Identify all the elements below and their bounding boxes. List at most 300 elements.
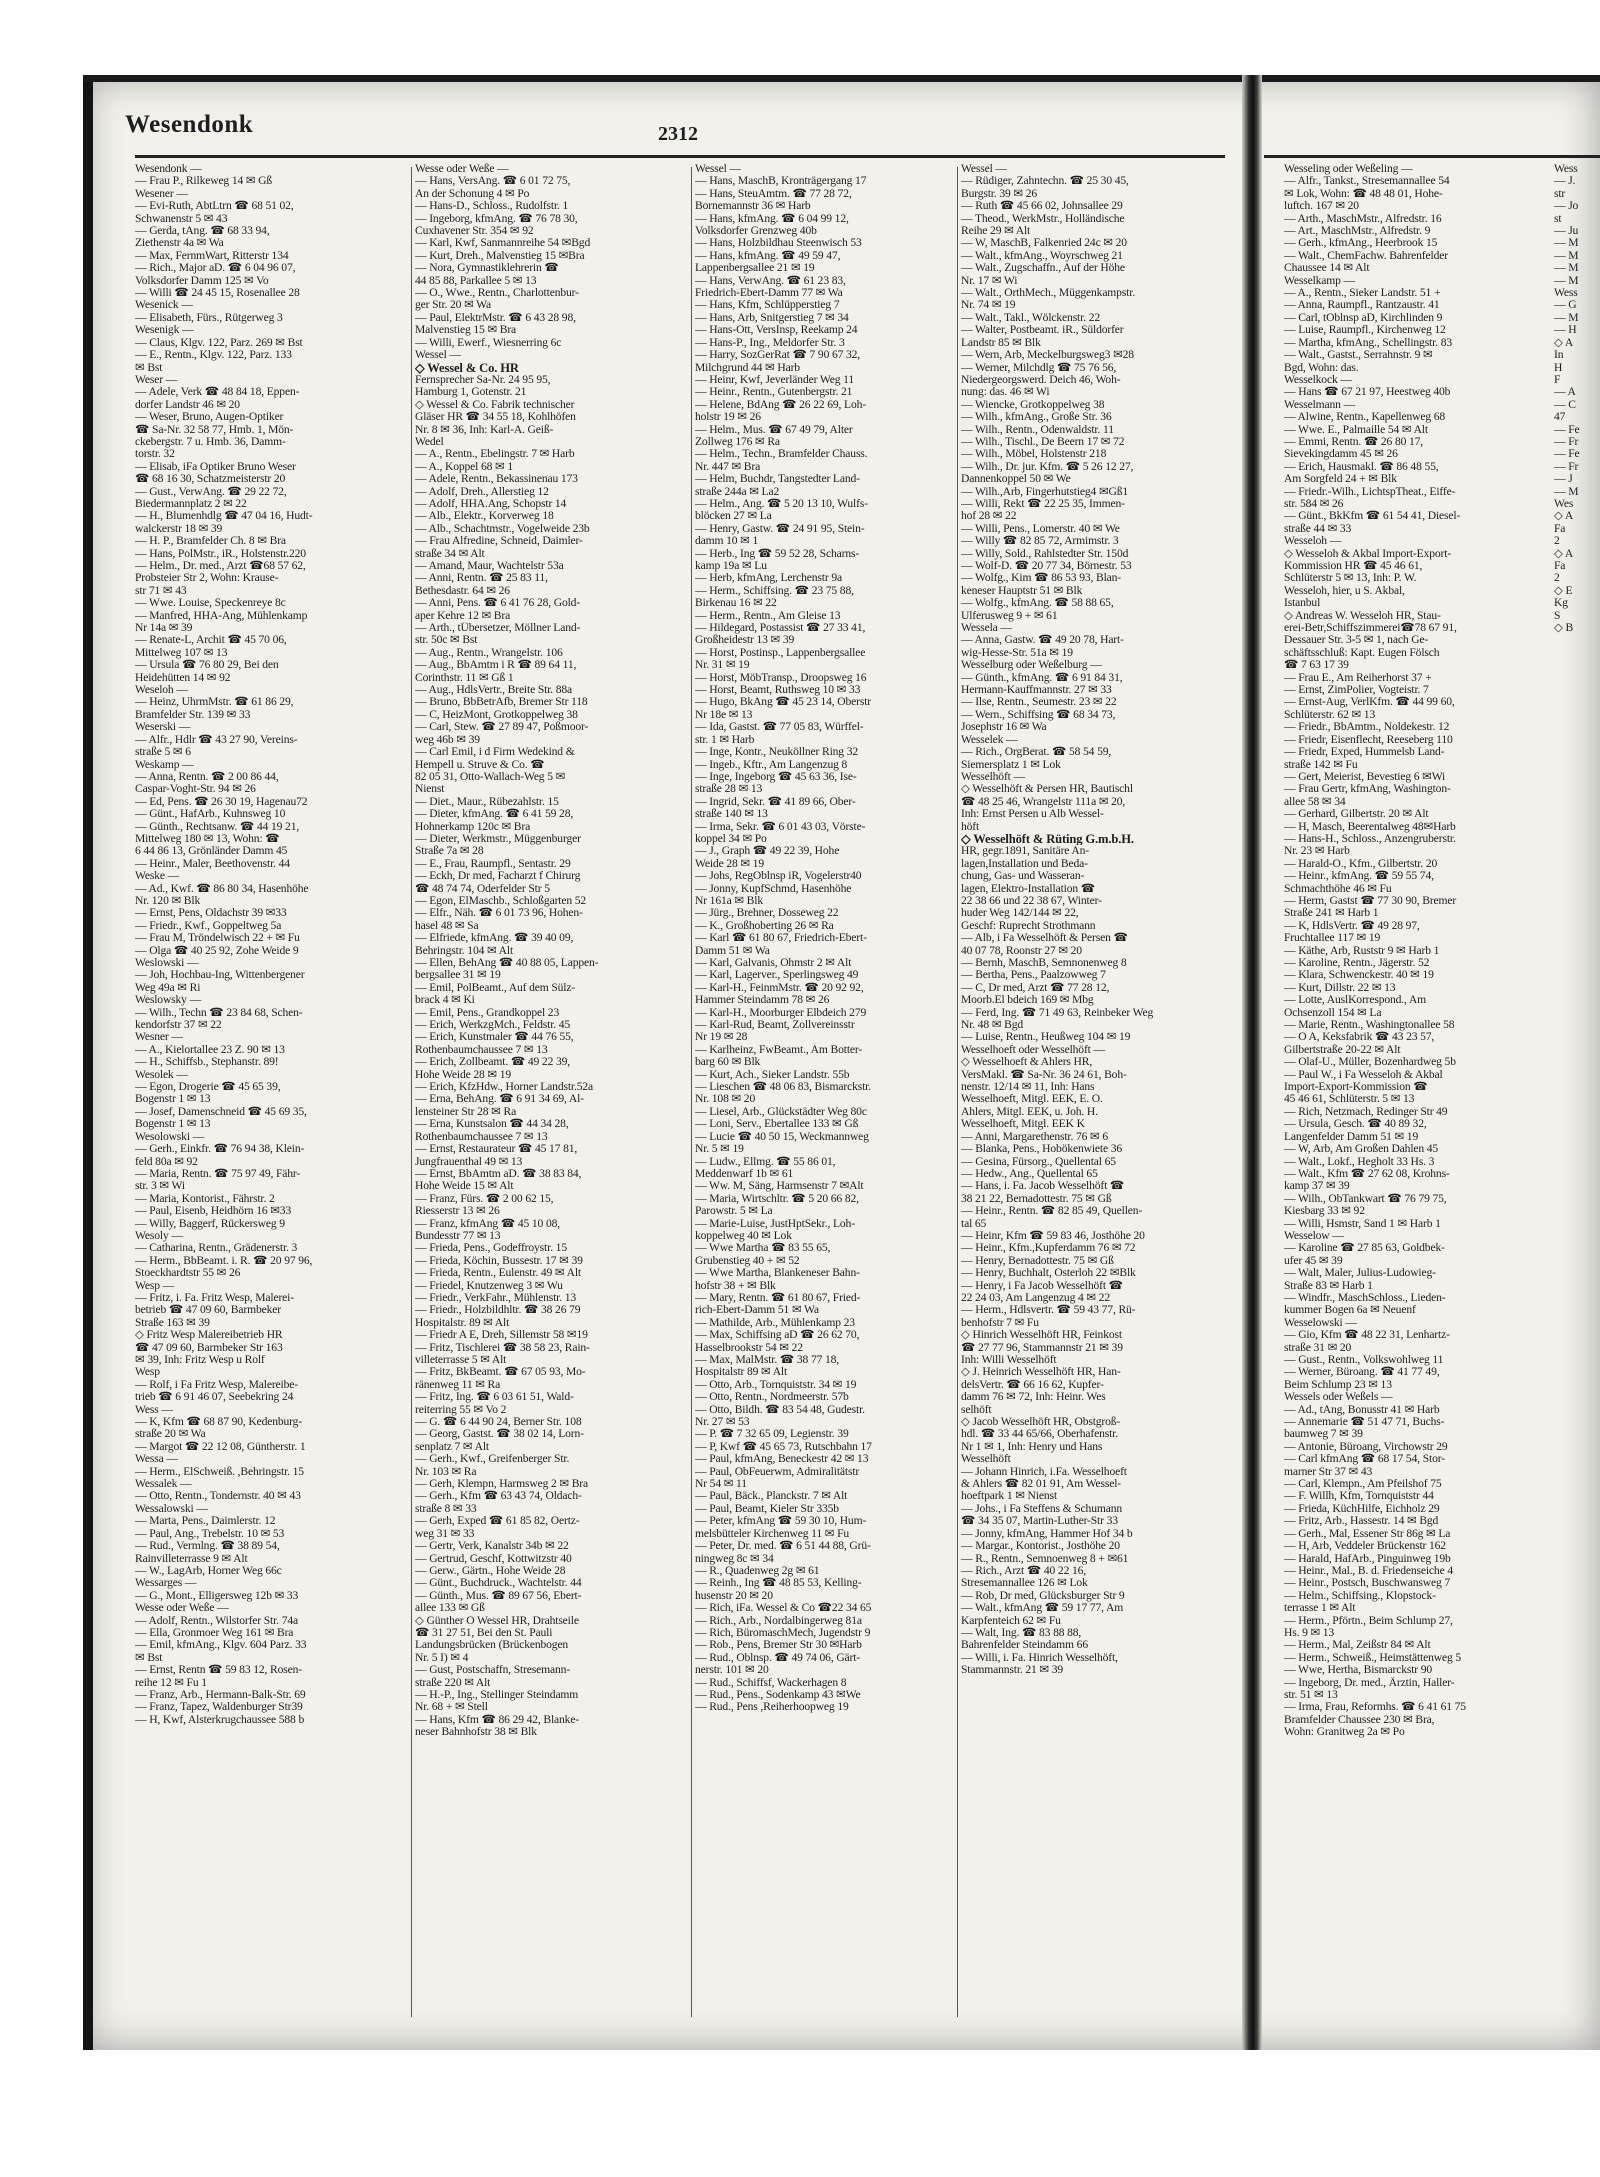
directory-entry: In xyxy=(1554,349,1564,362)
directory-entry: str. 584 ✉ 26 xyxy=(1284,497,1344,510)
directory-entry: — Erich, Zollbeamt. ☎ 49 22 39, xyxy=(415,1056,571,1069)
directory-entry: — Wern., Schiffsing ☎ 68 34 73, xyxy=(961,708,1116,721)
directory-entry: — Diet., Maur., Rübezahlstr. 15 xyxy=(415,795,559,808)
directory-entry: feld 80a ✉ 92 xyxy=(135,1155,198,1168)
directory-entry: — Annemarie ☎ 51 47 71, Buchs- xyxy=(1284,1416,1445,1429)
directory-entry: — Heinr, Kwf, Jeverländer Weg 11 xyxy=(695,373,854,386)
directory-entry: Nr. 27 ✉ 53 xyxy=(695,1416,750,1429)
directory-entry: straße 44 ✉ 33 xyxy=(1284,522,1352,535)
directory-entry: — Ernst, Restaurateur ☎ 45 17 81, xyxy=(415,1143,578,1156)
directory-entry: koppel 34 ✉ Po xyxy=(695,832,767,845)
directory-entry: — Frieda, Köchin, Bussestr. 17 ✉ 39 xyxy=(415,1254,583,1267)
directory-entry: — M xyxy=(1554,311,1579,324)
directory-entry: schäftsschluß: Kapt. Eugen Fölsch xyxy=(1284,646,1440,659)
directory-entry: Birkenau 16 ✉ 22 xyxy=(695,597,777,610)
directory-entry: — Walt., Takl., Wölckenstr. 22 xyxy=(961,311,1100,324)
firm-entry: ◇ A xyxy=(1554,510,1574,523)
directory-entry: nerstr. 101 ✉ 20 xyxy=(695,1664,769,1677)
directory-entry: — Frau P., Rilkeweg 14 ✉ Gß xyxy=(135,175,273,188)
directory-entry: straße 220 ✉ Alt xyxy=(415,1676,491,1689)
directory-entry: Karpfenteich 62 ✉ Fu xyxy=(961,1614,1061,1627)
directory-entry: Fa xyxy=(1554,522,1566,535)
directory-entry: — Max, MalMstr. ☎ 38 77 18, xyxy=(695,1354,840,1366)
directory-entry: — Hedw., Ang., Quellental 65 xyxy=(961,1167,1098,1180)
directory-entry: — Herm., ElSchweiß. ,Behringstr. 15 xyxy=(135,1465,304,1478)
directory-entry: — Rich, iFa. Wessel & Co ☎22 34 65 xyxy=(695,1602,872,1615)
directory-entry: — Hans-Ott, VersInsp, Reekamp 24 xyxy=(695,324,858,337)
directory-entry: — Wilh., Tischl., De Beern 17 ✉ 72 xyxy=(961,435,1125,448)
directory-entry: 82 05 31, Otto-Wallach-Weg 5 ✉ xyxy=(415,770,566,783)
directory-entry: betrieb ☎ 47 09 60, Barmbeker xyxy=(135,1304,281,1317)
directory-entry: — Heinr., kfmAng. ☎ 59 55 74, xyxy=(1284,870,1434,883)
directory-entry: — Wolf-D. ☎ 20 77 34, Börnestr. 53 xyxy=(961,560,1132,572)
directory-entry: Nr. 120 ✉ Blk xyxy=(135,894,201,907)
directory-entry: Straße 163 ✉ 39 xyxy=(135,1316,210,1329)
directory-entry: — Anni, Margarethenstr. 76 ✉ 6 xyxy=(961,1130,1109,1143)
directory-entry: — Fritz, i. Fa. Fritz Wesp, Malerei- xyxy=(135,1291,294,1304)
firm-entry: ◇ J. Heinrich Wesselhöft HR, Han- xyxy=(961,1366,1121,1379)
directory-entry: holstr 19 ✉ 26 xyxy=(695,411,761,424)
directory-entry: — Willi, Rekt ☎ 22 25 35, Immen- xyxy=(961,497,1125,510)
directory-entry: — Paul, ObFeuerwm, Admiralitätstr xyxy=(695,1465,860,1478)
directory-entry: — Herm., Schweiß., Heimstättenweg 5 xyxy=(1284,1651,1461,1664)
directory-entry: — Fr xyxy=(1554,460,1579,473)
directory-entry: — Erich, Kunstmaler ☎ 44 76 55, xyxy=(415,1031,574,1044)
directory-entry: ☎ 47 09 60, Barmbeker Str 163 xyxy=(135,1341,283,1354)
directory-entry: Schmachthöhe 46 ✉ Fu xyxy=(1284,882,1392,895)
directory-entry: — Rud., Vermlng. ☎ 38 89 54, xyxy=(135,1540,280,1553)
directory-entry: — Günth., Rechtsanw. ☎ 44 19 21, xyxy=(135,820,300,833)
directory-entry: — Ferd, Ing. ☎ 71 49 63, Reinbeker Weg xyxy=(961,1006,1154,1019)
directory-entry: — Gust, Postschaffn, Stresemann- xyxy=(415,1664,571,1677)
directory-entry: — Hans ☎ 67 21 97, Heestweg 40b xyxy=(1284,386,1451,399)
directory-entry: — Emil, PolBeamt., Auf dem Sülz- xyxy=(415,981,576,994)
name-heading: Weslowsky — xyxy=(135,994,202,1007)
directory-entry: — Gerh, Klempn, Harmsweg 2 ✉ Bra xyxy=(415,1478,588,1491)
directory-entry: — K, HdlsVertr. ☎ 49 28 97, xyxy=(1284,919,1420,932)
directory-entry: — Wiencke, Grotkoppelweg 38 xyxy=(961,398,1105,411)
directory-entry: — Rich., Arzt ☎ 40 22 16, xyxy=(961,1564,1087,1577)
directory-entry: — J., Graph ☎ 49 22 39, Hohe xyxy=(695,845,840,858)
directory-entry: Stammannstr. 21 ✉ 39 xyxy=(961,1664,1064,1677)
directory-entry: — Erna, Kunstsalon ☎ 44 34 28, xyxy=(415,1118,569,1131)
directory-entry: — Frieda, Rentn., Eulenstr. 49 ✉ Alt xyxy=(415,1267,581,1280)
directory-entry: benhofstr 7 ✉ Fu xyxy=(961,1316,1039,1329)
directory-entry: — Olaf-U., Müller, Bozenhardweg 5b xyxy=(1284,1056,1456,1069)
directory-entry: — Ad., tAng, Bonusstr 41 ✉ Harb xyxy=(1284,1403,1440,1416)
directory-entry: Ahlers, Mitgl. EEK, u. Joh. H. xyxy=(961,1105,1098,1118)
left-page xyxy=(95,85,1240,2040)
directory-entry: Nienst xyxy=(415,783,445,796)
directory-entry: HR, gegr.1891, Sanitäre An- xyxy=(961,845,1089,858)
directory-entry: — Blanka, Pens., Hobökenwiete 36 xyxy=(961,1143,1123,1156)
directory-entry: Kiesbarg 33 ✉ 92 xyxy=(1284,1205,1365,1218)
directory-entry: — Adolf, Rentn., Wilstorfer Str. 74a xyxy=(135,1614,298,1627)
directory-entry: — Fr xyxy=(1554,435,1579,448)
directory-entry: — Mathilde, Arb., Mühlenkamp 23 xyxy=(695,1316,855,1329)
directory-entry: — A., Rentn., Ebelingstr. 7 ✉ Harb xyxy=(415,448,575,461)
directory-entry: — Helm., Techn., Bramfelder Chauss. xyxy=(695,448,868,461)
directory-entry: — Rüdiger, Zahntechn. ☎ 25 30 45, xyxy=(961,175,1129,188)
directory-entry: Bornemannstr 36 ✉ Harb xyxy=(695,200,811,213)
directory-entry: — Luise, Raumpfl., Kirchenweg 12 xyxy=(1284,324,1446,337)
directory-entry: — Walter, Postbeamt. iR., Süldorfer xyxy=(961,324,1124,337)
directory-entry: — Egon, Drogerie ☎ 45 65 39, xyxy=(135,1081,281,1094)
directory-entry: Wess xyxy=(1554,163,1578,175)
directory-entry: — Wwe, Hertha, Bismarckstr 90 xyxy=(1284,1664,1433,1677)
directory-entry: Nr. 48 ✉ Bgd xyxy=(961,1019,1024,1032)
directory-entry: — Wwe. Louise, Speckenreye 8c xyxy=(135,597,286,610)
directory-entry: nung: das. 46 ✉ Wi xyxy=(961,386,1050,399)
directory-entry: Moorb.El bdeich 169 ✉ Mbg xyxy=(961,994,1094,1007)
directory-entry: erei-Betr,Schiffszimmerei☎78 67 91, xyxy=(1284,622,1457,635)
directory-entry: — Georg, Gastst. ☎ 38 02 14, Lorn- xyxy=(415,1428,584,1441)
name-heading: Weske — xyxy=(135,870,180,883)
header-rule-right xyxy=(1264,155,1600,158)
name-heading: Wesner — xyxy=(135,1031,183,1044)
firm-entry: ◇ Fritz Wesp Malereibetrieb HR xyxy=(135,1329,283,1342)
directory-entry: — Renate-L, Archit ☎ 45 70 06, xyxy=(135,634,287,647)
directory-entry: Straße 7a ✉ 28 xyxy=(415,845,484,858)
directory-entry: 40 07 78, Roonstr 27 ✉ 20 xyxy=(961,944,1082,957)
directory-entry: — Heinr., Maler, Beethovenstr. 44 xyxy=(135,857,290,870)
directory-entry: ✉ Lok, Wohn: ☎ 48 48 01, Hohe- xyxy=(1284,187,1443,200)
directory-entry: Ziethenstr 4a ✉ Wa xyxy=(135,237,224,250)
directory-entry: Riesserstr 13 ✉ 26 xyxy=(415,1205,500,1218)
directory-entry: — Elfriede, kfmAng. ☎ 39 40 09, xyxy=(415,932,574,945)
directory-entry: Siemersplatz 1 ✉ Lok xyxy=(961,758,1061,771)
name-heading: Wessels oder Weßels — xyxy=(1284,1391,1393,1404)
directory-entry: — H., Schiffsb., Stephanstr. 89! xyxy=(135,1056,279,1069)
column-4 xyxy=(961,163,1233,2023)
directory-entry: — Arth., MaschMstr., Alfredstr. 16 xyxy=(1284,212,1442,225)
directory-entry: — Erich, KfzHdw., Horner Landstr.52a xyxy=(415,1081,594,1094)
directory-entry: — Henry, Bernadottestr. 75 ✉ Gß xyxy=(961,1254,1114,1267)
directory-entry: — Hans-D., Schloss., Rudolfstr. 1 xyxy=(415,200,569,213)
directory-entry: — Inge, Kontr., Neuköllner Ring 32 xyxy=(695,746,858,759)
directory-entry: — Franz, kfmAng ☎ 45 10 08, xyxy=(415,1217,560,1230)
directory-entry: ☎ Sa-Nr. 32 58 77, Hmb. 1, Mön- xyxy=(135,423,294,436)
directory-entry: — Ernst, Rentn ☎ 59 83 12, Rosen- xyxy=(135,1664,302,1677)
directory-entry: — Erna, BehAng. ☎ 6 91 34 69, Al- xyxy=(415,1093,584,1106)
directory-entry: — Carl Emil, i d Firm Wedekind & xyxy=(415,746,575,759)
directory-entry: — Adolf, Dreh., Allerstieg 12 xyxy=(415,485,549,498)
scan-top-edge xyxy=(83,75,1600,82)
directory-entry: — Bertha, Pens., Paalzowweg 7 xyxy=(961,969,1106,982)
directory-entry: brack 4 ✉ Ki xyxy=(415,994,475,1007)
directory-entry: Chaussee 14 ✉ Alt xyxy=(1284,262,1370,275)
directory-entry: — Ellen, BehAng ☎ 40 88 05, Lappen- xyxy=(415,957,599,969)
directory-entry: — Frau Alfredine, Schneid, Daimler- xyxy=(415,535,583,548)
directory-entry: — Rich., Major aD. ☎ 6 04 96 07, xyxy=(135,262,296,275)
directory-entry: Inh: Ernst Persen u Alb Wessel- xyxy=(961,808,1104,821)
name-heading: Wesselowski — xyxy=(1284,1316,1357,1329)
directory-entry: — Emmi, Rentn. ☎ 26 80 17, xyxy=(1284,435,1424,448)
directory-entry: Landstr 85 ✉ Blk xyxy=(961,336,1041,349)
name-heading: Wesse oder Weße — xyxy=(415,163,509,175)
column-1 xyxy=(135,163,407,2023)
directory-entry: Beim Schlump 23 ✉ 13 xyxy=(1284,1378,1392,1391)
directory-entry: Niedergeorgswerd. Deich 46, Woh- xyxy=(961,373,1121,386)
directory-entry: senplatz 7 ✉ Alt xyxy=(415,1440,489,1453)
directory-entry: — Wwe. E., Palmaille 54 ✉ Alt xyxy=(1284,423,1428,436)
directory-entry: — H. P., Bramfelder Ch. 8 ✉ Bra xyxy=(135,535,286,548)
directory-entry: ☎ 68 16 30, Schatzmeisterstr 20 xyxy=(135,473,286,486)
directory-entry: — Inge, Ingeborg ☎ 45 63 36, Ise- xyxy=(695,770,857,783)
directory-entry: An der Schonung 4 ✉ Po xyxy=(415,187,530,200)
directory-entry: Nr. 17 ✉ Wi xyxy=(961,274,1018,287)
directory-entry: — Otto, Bildh. ☎ 83 54 48, Gudestr. xyxy=(695,1403,865,1416)
directory-entry: — Paul, Ang., Trebelstr. 10 ✉ 53 xyxy=(135,1527,285,1540)
directory-entry: — Rud., Oblnsp. ☎ 49 74 06, Gärt- xyxy=(695,1651,861,1664)
directory-entry: VersMakl. ☎ Sa-Nr. 36 24 61, Boh- xyxy=(961,1068,1127,1081)
directory-entry: — Rud., Pens ,Reiherhoopweg 19 xyxy=(695,1701,849,1714)
directory-entry: — Dieter, Werkmstr., Müggenburger xyxy=(415,832,581,845)
directory-entry: — Gesina, Fürsorg., Quellental 65 xyxy=(961,1155,1116,1168)
name-heading: Wesselburg oder Weßelburg — xyxy=(961,659,1102,672)
directory-entry: — Friedr., BbAmtm., Noldekestr. 12 xyxy=(1284,721,1450,734)
directory-entry: Dannenkoppel 50 ✉ We xyxy=(961,473,1071,486)
column-divider xyxy=(411,167,412,2017)
name-heading: Wess — xyxy=(135,1403,173,1416)
directory-entry: Fernsprecher Sa-Nr. 24 95 95, xyxy=(415,373,551,386)
directory-entry: — Hans, SteuAmtm. ☎ 77 28 72, xyxy=(695,187,852,200)
directory-entry: Nr. 74 ✉ 19 xyxy=(961,299,1016,312)
directory-entry: Nr 18e ✉ 13 xyxy=(695,708,753,721)
directory-entry: Wesselhöft xyxy=(961,1453,1011,1466)
directory-entry: — Adele, Verk ☎ 48 84 18, Eppen- xyxy=(135,386,300,399)
directory-entry: — M xyxy=(1554,262,1579,275)
directory-entry: — Hans-H., Schloss., Anzengruberstr. xyxy=(1284,832,1456,845)
directory-entry: — Art., MaschMstr., Alfredstr. 9 xyxy=(1284,225,1431,238)
directory-entry: — Hans, kfmAng. ☎ 6 04 99 12, xyxy=(695,212,849,225)
directory-entry: — C, Dr med, Arzt ☎ 77 28 12, xyxy=(961,981,1110,994)
directory-entry: Volksdorfer Damm 125 ✉ Vo xyxy=(135,274,269,287)
directory-entry: — Paul, Beamt, Kieler Str 335b xyxy=(695,1502,839,1515)
directory-entry: — Helm, Buchdr, Tangstedter Land- xyxy=(695,473,860,486)
directory-entry: — Liesel, Arb., Glückstädter Weg 80c xyxy=(695,1105,867,1118)
directory-entry: — Helm., Dr. med., Arzt ☎68 57 62, xyxy=(135,560,306,572)
directory-entry: — Wilh., ObTankwart ☎ 76 79 75, xyxy=(1284,1192,1447,1205)
directory-entry: Nr. 31 ✉ 19 xyxy=(695,659,750,672)
directory-entry: — Jonny, KupfSchmd, Hasenhöhe xyxy=(695,882,852,895)
directory-entry: — Margar., Kontorist., Josthöhe 20 xyxy=(961,1540,1120,1553)
name-heading: Wessarges — xyxy=(135,1577,197,1590)
directory-entry: — Elisabeth, Fürs., Rütgerweg 3 xyxy=(135,311,283,324)
directory-entry: melsbütteler Kirchenweg 11 ✉ Fu xyxy=(695,1527,850,1540)
directory-entry: aper Kehre 12 ✉ Bra xyxy=(415,609,511,622)
directory-entry: — Herb., Ing ☎ 59 52 28, Scharns- xyxy=(695,547,860,560)
name-heading: Wesener — xyxy=(135,187,188,200)
directory-entry: — Helm., Mus. ☎ 67 49 79, Alter xyxy=(695,423,853,436)
directory-entry: Rothenbaumchaussee 7 ✉ 13 xyxy=(415,1130,548,1143)
directory-entry: — Weser, Bruno, Augen-Optiker xyxy=(135,411,284,424)
directory-entry: — Henry, i Fa Jacob Wesselhöft ☎ xyxy=(961,1279,1123,1292)
directory-entry: — C xyxy=(1554,398,1576,411)
directory-entry: Schlüterstr 5 ✉ 13, Inh: P. W. xyxy=(1284,572,1417,585)
directory-entry: — Marie, Rentn., Washingtonallee 58 xyxy=(1284,1019,1455,1032)
directory-entry: Fruchtallee 117 ✉ 19 xyxy=(1284,932,1381,945)
directory-entry: Friedrich-Ebert-Damm 77 ✉ Wa xyxy=(695,287,843,300)
directory-entry: ☎ 31 27 51, Bei den St. Pauli xyxy=(415,1626,553,1639)
name-heading: Weseloh — xyxy=(135,684,188,697)
name-heading: Wesselhöft — xyxy=(961,770,1025,783)
directory-entry: — Karoline ☎ 27 85 63, Goldbek- xyxy=(1284,1242,1445,1255)
directory-entry: — Adolf, HHA.Ang, Schopstr 14 xyxy=(415,497,567,510)
directory-entry: — Friedr., Kwf., Goppeltweg 5a xyxy=(135,919,282,932)
directory-entry: — Günt., Buchdruck., Wachtelstr. 44 xyxy=(415,1577,582,1590)
directory-entry: straße 8 ✉ 33 xyxy=(415,1502,477,1515)
directory-entry: — Loni, Serv., Ebertallee 133 ✉ Gß xyxy=(695,1118,859,1131)
directory-entry: — Heinr., Rentn., Gutenbergstr. 21 xyxy=(695,386,853,399)
directory-entry: — Marta, Pens., Daimlerstr. 12 xyxy=(135,1515,276,1528)
directory-entry: — Fritz, BkBeamt. ☎ 67 05 93, Mo- xyxy=(415,1366,586,1379)
name-heading: Wesseloh — xyxy=(1284,535,1342,548)
directory-entry: — Heinr., Mal., B. d. Friedenseiche 4 xyxy=(1284,1564,1453,1577)
directory-entry: — M xyxy=(1554,485,1579,498)
page-number: 2312 xyxy=(658,123,698,145)
directory-entry: — Ww. M, Säng, Harmsenstr 7 ✉Alt xyxy=(695,1180,864,1193)
directory-entry: Rothenbaumchaussee 7 ✉ 13 xyxy=(415,1043,548,1056)
firm-entry: ◇ A xyxy=(1554,547,1574,560)
directory-entry: Weg 49a ✉ Ri xyxy=(135,981,201,994)
directory-entry: Kommission HR ☎ 45 46 61, xyxy=(1284,560,1423,572)
firm-entry: ◇ Wessel & Co. HR xyxy=(415,361,519,374)
directory-entry: F xyxy=(1554,373,1561,386)
directory-entry: — Jürg., Brehner, Dosseweg 22 xyxy=(695,907,839,920)
directory-entry: — W., LagArb, Horner Weg 66c xyxy=(135,1564,282,1577)
directory-entry: hdl. ☎ 33 44 65/66, Oberhafenstr. xyxy=(961,1428,1118,1441)
directory-entry: Geschf: Ruprecht Strothmann xyxy=(961,919,1096,932)
directory-entry: luftch. 167 ✉ 20 xyxy=(1284,200,1359,213)
directory-entry: — H, Kwf, Alsterkrugchaussee 588 b xyxy=(135,1713,305,1726)
directory-entry: — Ida, Gastst. ☎ 77 05 83, Würffel- xyxy=(695,721,864,734)
directory-entry: Corinthstr. 11 ✉ Gß 1 xyxy=(415,671,514,684)
directory-entry: — Alwine, Rentn., Kapellenweg 68 xyxy=(1284,411,1446,424)
directory-entry: ☎ 34 35 07, Martin-Luther-Str 33 xyxy=(961,1515,1118,1528)
name-heading: Wesolowski — xyxy=(135,1130,205,1143)
directory-entry: straße 31 ✉ 20 xyxy=(1284,1341,1352,1354)
directory-entry: — Anna, Rentn. ☎ 2 00 86 44, xyxy=(135,770,279,783)
directory-entry: — Herm., BbBeamt. i. R. ☎ 20 97 96, xyxy=(135,1254,313,1267)
directory-entry: — H, Arb, Veddeler Brückenstr 162 xyxy=(1284,1540,1446,1553)
directory-entry: Nr 14a ✉ 39 xyxy=(135,622,193,635)
directory-entry: — Walt., kfmAng ☎ 59 17 77, Am xyxy=(961,1602,1124,1615)
directory-entry: — Rud., Schiffsf, Wackerhagen 8 xyxy=(695,1676,847,1689)
directory-entry: — J. xyxy=(1554,175,1576,188)
directory-entry: — Ernst-Aug, VerlKfm. ☎ 44 99 60, xyxy=(1284,696,1455,709)
directory-entry: allee 58 ✉ 34 xyxy=(1284,795,1346,808)
directory-entry: — Maria, Kontorist., Fährstr. 2 xyxy=(135,1192,275,1205)
name-heading: Wessel — xyxy=(961,163,1007,175)
directory-entry: — Aug., BbAmtm i R ☎ 89 64 11, xyxy=(415,659,577,672)
directory-entry: Stoeckhardtstr 55 ✉ 26 xyxy=(135,1267,241,1280)
directory-entry: — Wolfg., Kim ☎ 86 53 93, Blan- xyxy=(961,572,1122,585)
directory-entry: — Ad., Kwf. ☎ 86 80 34, Hasenhöhe xyxy=(135,882,309,895)
directory-entry: Gilbertstraße 20-22 ✉ Alt xyxy=(1284,1043,1401,1056)
directory-entry: lagen,Installation und Beda- xyxy=(961,857,1088,870)
directory-entry: reihe 12 ✉ Fu 1 xyxy=(135,1676,207,1689)
directory-entry: 2 xyxy=(1554,535,1560,548)
directory-entry: — Rich., OrgBerat. ☎ 58 54 59, xyxy=(961,746,1112,759)
directory-entry: ger Str. 20 ✉ Wa xyxy=(415,299,492,312)
directory-entry: — Mary, Rentn. ☎ 61 80 67, Fried- xyxy=(695,1291,861,1304)
directory-entry: — Hans, kfmAng. ☎ 49 59 47, xyxy=(695,249,841,262)
directory-entry: — Ingeborg, kfmAng. ☎ 76 78 30, xyxy=(415,212,578,225)
directory-entry: — Fritz, Arb., Hassestr. 14 ✉ Bgd xyxy=(1284,1515,1439,1528)
directory-entry: ☎ 48 25 46, Wrangelstr 111a ✉ 20, xyxy=(961,795,1126,808)
directory-entry: — Günt., BkKfm ☎ 61 54 41, Diesel- xyxy=(1284,510,1461,523)
directory-entry: ✉ 39, Inh: Fritz Wesp u Rolf xyxy=(135,1354,265,1366)
directory-entry: — M xyxy=(1554,274,1579,287)
directory-entry: — Walt., Lokf., Hegholt 33 Hs. 3 xyxy=(1284,1155,1435,1168)
directory-entry: — Karl-H., FeinmMstr. ☎ 20 92 92, xyxy=(695,981,864,994)
directory-entry: — Alfr., Hdlr ☎ 43 27 90, Vereins- xyxy=(135,733,298,746)
directory-entry: Caspar-Voght-Str. 94 ✉ 26 xyxy=(135,783,256,796)
directory-entry: — Amand, Maur, Wachtelstr 53a xyxy=(415,560,564,572)
directory-entry: — Friedr.-Wilh., LichtspTheat., Eiffe- xyxy=(1284,485,1456,498)
directory-entry: — F. Willh, Kfm, Tornquiststr 44 xyxy=(1284,1490,1434,1503)
directory-entry: ufer 45 ✉ 39 xyxy=(1284,1254,1343,1267)
directory-entry: — G., Mont., Elligersweg 12b ✉ 33 xyxy=(135,1589,299,1602)
directory-entry: — Olga ☎ 40 25 92, Zohe Weide 9 xyxy=(135,944,299,957)
directory-entry: — Walt., Zugschaffn., Auf der Höhe xyxy=(961,262,1125,275)
directory-entry: — H xyxy=(1554,324,1577,337)
directory-entry: — Harald-O., Kfm., Gilbertstr. 20 xyxy=(1284,857,1438,870)
directory-entry: ☎ 7 63 17 39 xyxy=(1284,659,1349,672)
directory-entry: — Anna, Gastw. ☎ 49 20 78, Hart- xyxy=(961,634,1124,647)
directory-entry: — Gerh., Einkfr. ☎ 76 94 38, Klein- xyxy=(135,1143,305,1156)
directory-entry: — Aug., HdlsVertr., Breite Str. 88a xyxy=(415,684,573,697)
directory-entry: — Anni, Rentn. ☎ 25 83 11, xyxy=(415,572,548,585)
directory-entry: — Gerh., kfmAng., Heerbrook 15 xyxy=(1284,237,1438,250)
directory-entry: — Lucie ☎ 40 50 15, Weckmannweg xyxy=(695,1130,869,1143)
directory-entry: — Hans, Kfm ☎ 86 29 42, Blanke- xyxy=(415,1713,580,1726)
directory-entry: keneser Hauptstr 51 ✉ Blk xyxy=(961,584,1083,597)
directory-entry: Bogenstr 1 ✉ 13 xyxy=(135,1118,211,1131)
directory-entry: barg 60 ✉ Blk xyxy=(695,1056,761,1069)
directory-entry: — Hans, MaschB, Kronträgergang 17 xyxy=(695,175,867,188)
name-heading: Weskamp — xyxy=(135,758,194,771)
name-heading: Wessalowski — xyxy=(135,1502,208,1515)
directory-entry: — Manfred, HHA-Ang, Mühlenkamp xyxy=(135,609,308,622)
directory-entry: — Friedr, Exped, Hummelsb Land- xyxy=(1284,746,1445,759)
directory-entry: chung, Gas- und Wasseran- xyxy=(961,870,1085,883)
firm-entry: ◇ Günther O Wessel HR, Drahtseile xyxy=(415,1614,579,1627)
directory-entry: — Franz, Tapez, Waldenburger Str39 xyxy=(135,1701,303,1714)
right-page xyxy=(1264,85,1600,2040)
directory-entry: — Willi, Pens., Lomerstr. 40 ✉ We xyxy=(961,522,1120,535)
directory-entry: — Ed, Pens. ☎ 26 30 19, Hagenau72 xyxy=(135,795,308,808)
directory-entry: Hospitalstr. 89 ✉ Alt xyxy=(415,1316,510,1329)
directory-entry: Bogenstr 1 ✉ 13 xyxy=(135,1093,211,1106)
directory-entry: — A., Koppel 68 ✉ 1 xyxy=(415,460,514,473)
column-divider xyxy=(691,167,692,2017)
firm-entry: ◇ Jacob Wesselhöft HR, Obstgroß- xyxy=(961,1416,1121,1429)
directory-entry: — Ingrid, Sekr. ☎ 41 89 66, Ober- xyxy=(695,795,856,808)
directory-entry: — E., Frau, Raumpfl., Sentastr. 29 xyxy=(415,857,571,870)
directory-entry: — Gert, Meierist, Bevestieg 6 ✉Wi xyxy=(1284,770,1446,783)
directory-entry: — Paul, Bäck., Planckstr. 7 ✉ Alt xyxy=(695,1490,848,1503)
directory-entry: Straße 83 ✉ Harb 1 xyxy=(1284,1279,1373,1292)
directory-entry: st xyxy=(1554,212,1562,225)
directory-entry: marner Str 37 ✉ 43 xyxy=(1284,1465,1373,1478)
name-heading: Weslowski — xyxy=(135,957,199,969)
directory-entry: — Herm., Pförtn., Beim Schlump 27, xyxy=(1284,1614,1453,1627)
name-heading: Wesoly — xyxy=(135,1229,183,1242)
directory-entry: — Horst, Postinsp., Lappenbergsallee xyxy=(695,646,866,659)
directory-entry: Mittelweg 107 ✉ 13 xyxy=(135,646,228,659)
